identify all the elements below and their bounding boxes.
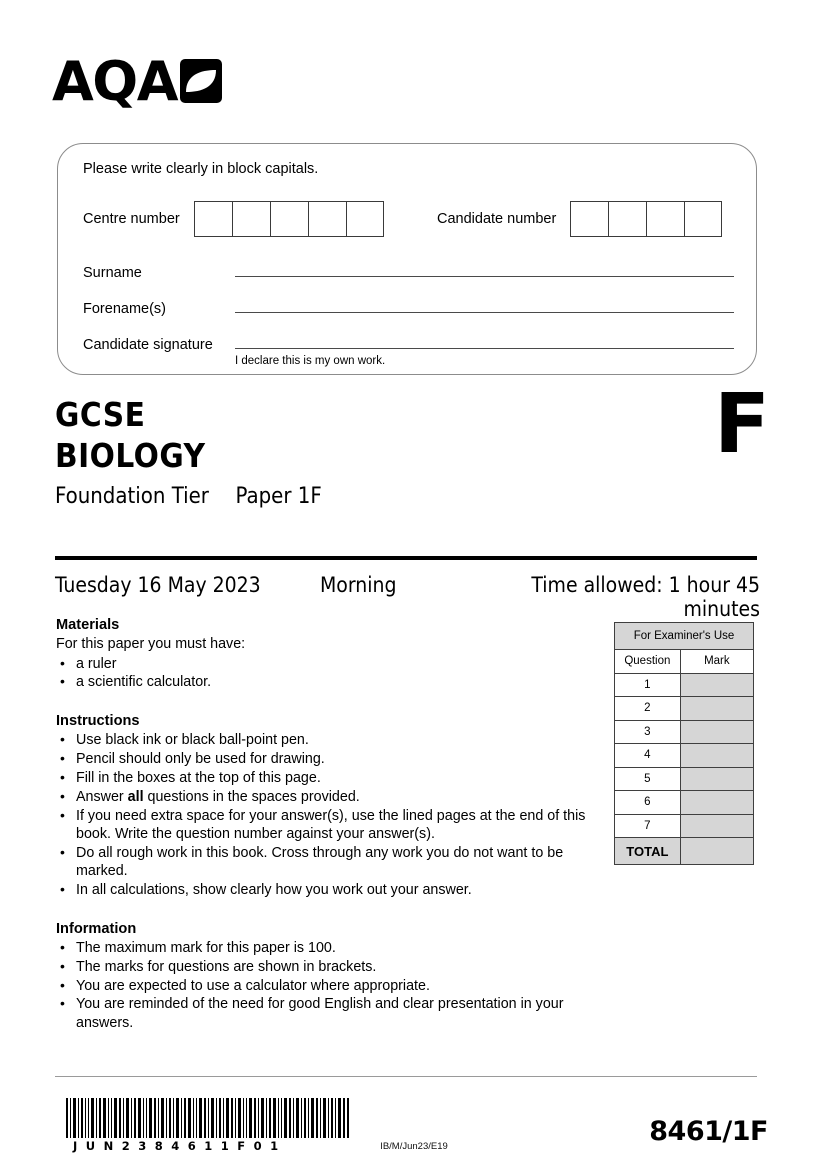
qualification-title: GCSE xyxy=(55,395,146,434)
list-item: • Pencil should only be used for drawing. xyxy=(56,750,596,768)
instructions-heading: Instructions xyxy=(56,713,140,730)
forename-label: Forename(s) xyxy=(83,301,166,317)
centre-number-row xyxy=(83,201,384,237)
list-item: • a scientific calculator. xyxy=(56,673,596,691)
header-divider xyxy=(55,556,757,560)
column-header-mark: Mark xyxy=(680,650,753,674)
centre-number-cell[interactable] xyxy=(194,201,232,237)
list-item: • In all calculations, show clearly how you work out your answer. xyxy=(56,881,596,899)
surname-input[interactable] xyxy=(235,262,734,277)
aqa-leaf-icon xyxy=(180,59,222,103)
question-number: 2 xyxy=(615,697,681,721)
block-capitals-instruction: Please write clearly in block capitals. xyxy=(83,161,319,177)
subject-title: BIOLOGY xyxy=(55,436,206,475)
exam-session: Morning xyxy=(320,573,397,597)
mark-cell[interactable] xyxy=(680,767,753,791)
table-row xyxy=(615,673,754,697)
question-number: 4 xyxy=(615,744,681,768)
examiner-table-title: For Examiner's Use xyxy=(615,623,754,650)
table-row xyxy=(615,744,754,768)
candidate-number-input[interactable] xyxy=(570,201,722,237)
aqa-logo-text: AQA xyxy=(52,50,177,113)
materials-list xyxy=(56,655,596,692)
table-row xyxy=(615,623,754,650)
total-mark-cell[interactable] xyxy=(680,838,753,865)
emphasis-all: all xyxy=(127,788,144,805)
question-number: 1 xyxy=(615,673,681,697)
section-gap xyxy=(56,900,596,920)
column-header-question: Question xyxy=(615,650,681,674)
centre-number-cell[interactable] xyxy=(270,201,308,237)
instructions-column xyxy=(56,616,596,1032)
signature-row xyxy=(83,334,734,353)
question-number: 6 xyxy=(615,791,681,815)
question-number: 7 xyxy=(615,814,681,838)
centre-number-cell[interactable] xyxy=(308,201,346,237)
list-item: • You are expected to use a calculator where appropriate. xyxy=(56,977,596,995)
declaration-text: I declare this is my own work. xyxy=(235,355,386,367)
candidate-number-cell[interactable] xyxy=(570,201,608,237)
question-number: 5 xyxy=(615,767,681,791)
surname-row xyxy=(83,262,734,281)
signature-input[interactable] xyxy=(235,334,734,349)
information-list xyxy=(56,939,596,1032)
aqa-logo xyxy=(52,50,222,113)
list-item: • Fill in the boxes at the top of this page. xyxy=(56,769,596,787)
mark-cell[interactable] xyxy=(680,791,753,815)
surname-label: Surname xyxy=(83,265,142,281)
table-row xyxy=(615,791,754,815)
signature-label: Candidate signature xyxy=(83,337,213,353)
list-item: • The marks for questions are shown in brackets. xyxy=(56,958,596,976)
exam-time-allowed: Time allowed: 1 hour 45 minutes xyxy=(531,573,760,621)
paper-code: 8461/1F xyxy=(649,1116,768,1147)
materials-intro: For this paper you must have: xyxy=(56,636,246,653)
candidate-number-cell[interactable] xyxy=(608,201,646,237)
question-number: 3 xyxy=(615,720,681,744)
centre-number-input[interactable] xyxy=(194,201,384,237)
ib-reference-code: IB/M/Jun23/E19 xyxy=(380,1141,448,1152)
tier-label: Foundation Tier xyxy=(55,484,209,509)
information-heading: Information xyxy=(56,920,137,937)
table-row xyxy=(615,650,754,674)
table-row xyxy=(615,814,754,838)
mark-cell[interactable] xyxy=(680,673,753,697)
list-item: • a ruler xyxy=(56,655,596,673)
table-row xyxy=(615,697,754,721)
mark-cell[interactable] xyxy=(680,744,753,768)
list-item: • Use black ink or black ball-point pen. xyxy=(56,731,596,749)
tier-and-paper xyxy=(55,482,322,512)
table-row xyxy=(615,767,754,791)
candidate-number-label: Candidate number xyxy=(437,211,557,227)
mark-cell[interactable] xyxy=(680,720,753,744)
list-item: • If you need extra space for your answer(s), use the lined pages at the end of this book. Write the question number against your answer(s). xyxy=(56,807,596,844)
table-row-total xyxy=(615,838,754,865)
list-item: • Do all rough work in this book. Cross through any work you do not want to be marked. xyxy=(56,844,596,881)
barcode-text: JUN2384611F01 xyxy=(73,1139,287,1153)
list-item-answer-all: • Answer all questions in the spaces provided. xyxy=(56,788,596,806)
footer-divider xyxy=(55,1076,757,1077)
list-item: • The maximum mark for this paper is 100. xyxy=(56,939,596,957)
examiner-use-table xyxy=(614,622,754,865)
centre-number-cell[interactable] xyxy=(346,201,384,237)
paper-label: Paper 1F xyxy=(235,484,322,509)
section-gap xyxy=(56,692,596,712)
forename-input[interactable] xyxy=(235,298,734,313)
centre-number-label: Centre number xyxy=(83,211,180,227)
candidate-number-cell[interactable] xyxy=(646,201,684,237)
candidate-details-box xyxy=(57,143,757,375)
barcode-image xyxy=(64,1098,352,1138)
candidate-number-row xyxy=(437,201,722,237)
candidate-number-cell[interactable] xyxy=(684,201,722,237)
table-row xyxy=(615,720,754,744)
tier-letter-badge: F xyxy=(713,377,768,472)
exam-date: Tuesday 16 May 2023 xyxy=(55,573,261,597)
forename-row xyxy=(83,298,734,317)
total-label: TOTAL xyxy=(615,838,681,865)
mark-cell[interactable] xyxy=(680,814,753,838)
paper-title-block xyxy=(55,396,322,512)
instructions-list xyxy=(56,731,596,899)
exam-details-row xyxy=(55,573,760,621)
centre-number-cell[interactable] xyxy=(232,201,270,237)
materials-heading: Materials xyxy=(56,617,120,633)
mark-cell[interactable] xyxy=(680,697,753,721)
list-item: • You are reminded of the need for good English and clear presentation in your answers. xyxy=(56,995,596,1032)
